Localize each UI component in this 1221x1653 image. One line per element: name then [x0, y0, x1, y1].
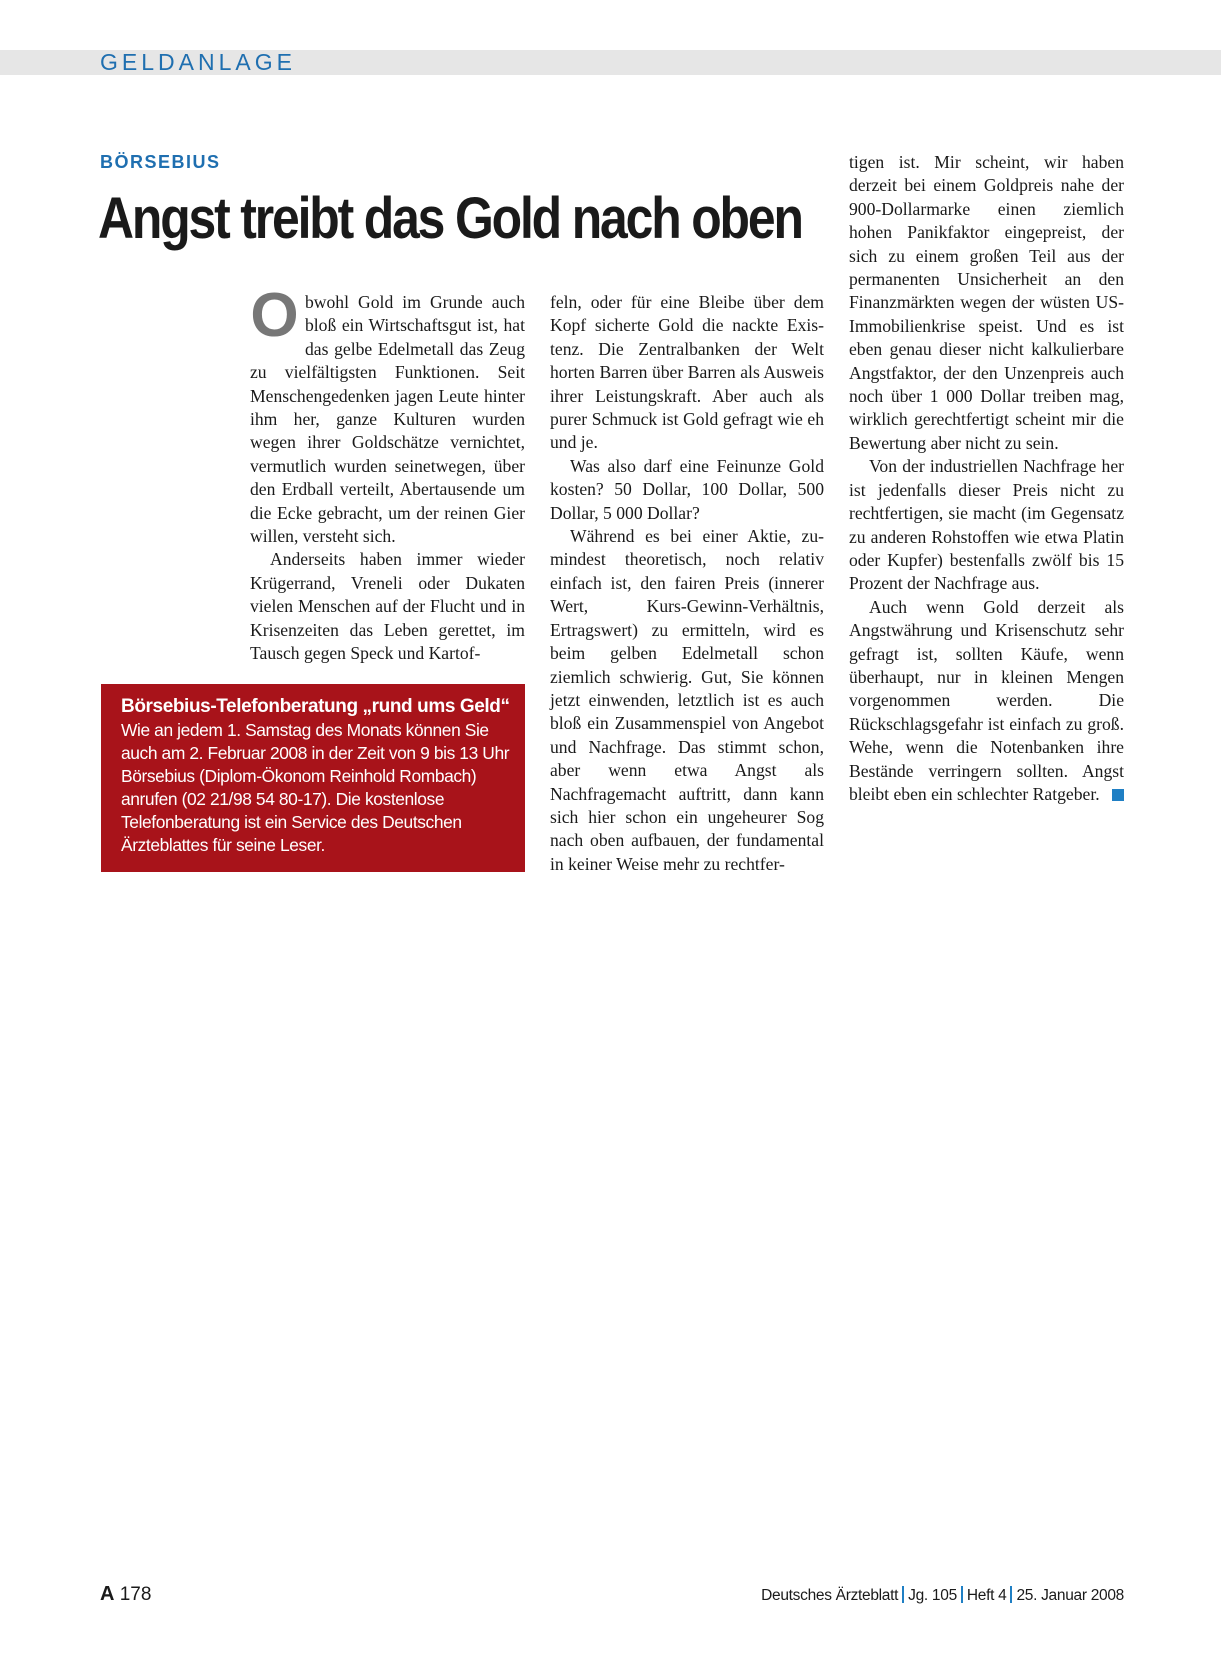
article-paragraph: Von der industriellen Nachfrage her ist jedenfalls dieser Preis nicht zu rechtfertigen, sie macht (im Gegensatz zu anderen Rohstoffen wie etwa Platin oder Kupfer) bestenfalls zwölf bis 15 Prozent der Nachfrage aus. [849, 456, 1124, 594]
footer-separator [902, 1586, 904, 1603]
info-box [101, 684, 525, 872]
footer-publication-info [761, 1586, 1124, 1605]
issue-date: 25. Januar 2008 [1016, 1587, 1124, 1604]
article-paragraph [250, 281, 525, 548]
footer-separator [961, 1586, 963, 1603]
article-paragraph: Was also darf eine Feinunze Gold kosten? 50 Dollar, 100 Dollar, 500 Dollar, 5 000 Dollar? [550, 455, 824, 523]
publication-name: Deutsches Ärzteblatt [761, 1587, 899, 1604]
info-box-body: Wie an jedem 1. Samstag des Monats können Sie auch am 2. Februar 2008 in der Zeit von 9 bis 13 Uhr Börsebius (Diplom-Ökonom Reinhold Rombach) anrufen (02 21/98 54 80-17). Die kostenlose Telefonberatung ist ein Service des Deutschen Ärzteblattes für seine Leser. [121, 720, 510, 855]
article-paragraph: tigen ist. Mir scheint, wir haben derzeit bei einem Goldpreis nahe der 900-Dollarmarke einen ziemlich hohen Panikfaktor eingepreist, der sich zu einem großen Teil aus der permanenten Unsicherheit an den Finanzmärkten wegen der wüsten US-Immobilienkrise speist. Und es ist eben genau dieser nicht kalkulierbare Angstfaktor, der den Unzenpreis auch noch über 1 000 Dollar treiben mag, wirklich gerechtfertigt scheint mir die Bewertung aber nicht zu sein. [849, 152, 1124, 453]
article-paragraph: Anderseits haben immer wieder Krügerrand, Vreneli oder Dukaten vielen Menschen auf der Flucht und in Krisenzeiten das Leben gerettet, im Tausch gegen Speck und Kartof- [250, 549, 525, 664]
article-column-2 [550, 291, 824, 876]
page-number [100, 1583, 151, 1606]
article-headline: Angst treibt das Gold nach oben [98, 186, 802, 251]
article-paragraph: Während es bei einer Aktie, zumindest theoretisch, noch relativ einfach ist, den fairen Preis (innerer Wert, Kurs-Gewinn-Verhältnis, Ertragswert) zu ermitteln, wird es beim gelben Edelmetall schon ziemlich schwierig. Gut, Sie können jetzt einwenden, letztlich ist es auch bloß ein Zusammenspiel von Angebot und Nachfrage. Das stimmt schon, aber wenn etwa Angst als Nachfragemacht auftritt, dann kann sich hier schon ein ungeheurer Sog nach oben aufbauen, der fundamental in keiner Weise mehr zu rechtfer- [550, 526, 824, 874]
article-kicker: BÖRSEBIUS [100, 152, 221, 172]
end-of-article-square-icon [1112, 789, 1124, 801]
drop-cap: O [250, 281, 299, 350]
article-column-1 [250, 281, 525, 666]
article-paragraph [849, 596, 1124, 807]
paragraph-text: bwohl Gold im Grunde auch bloß ein Wirtschaftsgut ist, hat das gelbe Edelmetall das Zeug zu vielfältigsten Funktionen. Seit Menschengedenken jagen Leute hinter ihm her, ganze Kulturen wurden wegen ihrer Goldschätze vernichtet, vermutlich wurden seinetwegen, über den Erdball verteilt, Abertausende um die Ecke gebracht, um der reinen Gier willen, versteht sich. [250, 292, 525, 547]
footer-separator [1010, 1586, 1012, 1603]
issue: Heft 4 [966, 1587, 1007, 1604]
article-column-3 [849, 151, 1124, 806]
paragraph-text: Auch wenn Gold derzeit als Angstwährung und Krisenschutz sehr gefragt ist, sollten Käufe, wenn überhaupt, nur in kleinen Mengen vorgenommen werden. Die Rückschlagsgefahr ist einfach zu groß. Wehe, wenn die Notenbanken ihre Bestände verringern sollten. Angst bleibt eben ein schlechter Ratgeber. [849, 596, 1124, 804]
article-paragraph: feln, oder für eine Bleibe über dem Kopf sicherte Gold die nackte Existenz. Die Zentralbanken der Welt horten Barren über Barren als Ausweis ihrer Leistungskraft. Aber auch als purer Schmuck ist Gold gefragt wie eh und je. [550, 292, 824, 453]
page-prefix: A [100, 1583, 115, 1605]
info-box-title: Börsebius-Telefonberatung „rund ums Geld“ [121, 696, 510, 717]
section-label: GELDANLAGE [100, 49, 296, 75]
volume: Jg. 105 [908, 1587, 957, 1604]
page-number-value: 178 [119, 1584, 152, 1605]
